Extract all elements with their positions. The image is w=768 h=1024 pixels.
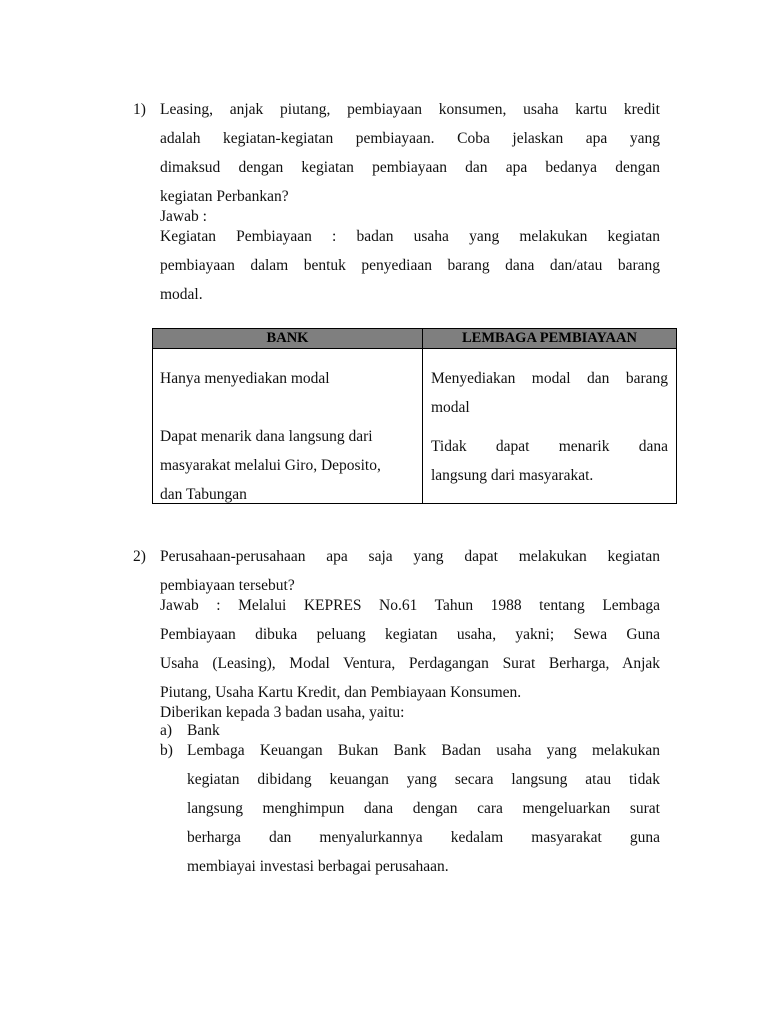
bank-cell-1: Hanya menyediakan modal xyxy=(160,370,330,387)
item-b-line-4: berharga dan menyalurkannya kedalam masyarakat guna xyxy=(187,829,660,846)
answer-2-line-3: Usaha (Leasing), Modal Ventura, Perdagangan Surat Berharga, Anjak xyxy=(160,655,660,672)
lembaga-cell-2-line-1: Tidak dapat menarik dana xyxy=(431,438,668,455)
bank-cell-2-line-3: dan Tabungan xyxy=(160,486,247,503)
table-column-divider xyxy=(422,329,423,503)
question-2-number: 2) xyxy=(133,548,146,565)
bank-cell-2-line-1: Dapat menarik dana langsung dari xyxy=(160,428,373,445)
answer-1-line-1: Kegiatan Pembiayaan : badan usaha yang melakukan kegiatan xyxy=(160,228,660,245)
answer-2-line-2: Pembiayaan dibuka peluang kegiatan usaha, yakni; Sewa Guna xyxy=(160,626,660,643)
answer-1-label: Jawab : xyxy=(160,208,207,225)
item-b-line-1: Lembaga Keuangan Bukan Bank Badan usaha yang melakukan xyxy=(187,742,660,759)
lembaga-cell-2-line-2: langsung dari masyarakat. xyxy=(431,467,594,484)
answer-2-line-4: Piutang, Usaha Kartu Kredit, dan Pembiayaan Konsumen. xyxy=(160,684,522,701)
item-b-line-3: langsung menghimpun dana dengan cara mengeluarkan surat xyxy=(187,800,660,817)
table-header-lembaga: LEMBAGA PEMBIAYAAN xyxy=(462,330,637,346)
item-b-line-5: membiayai investasi berbagai perusahaan. xyxy=(187,858,449,875)
table-header-bank: BANK xyxy=(266,330,309,346)
question-1-line-2: adalah kegiatan-kegiatan pembiayaan. Coba jelaskan apa yang xyxy=(160,130,660,147)
bank-cell-2-line-2: masyarakat melalui Giro, Deposito, xyxy=(160,457,381,474)
question-2-line-1: Perusahaan-perusahaan apa saja yang dapat melakukan kegiatan xyxy=(160,548,660,565)
lembaga-cell-1-line-1: Menyediakan modal dan barang xyxy=(431,370,668,387)
question-1-line-3: dimaksud dengan kegiatan pembiayaan dan apa bedanya dengan xyxy=(160,159,660,176)
comparison-table xyxy=(152,328,677,504)
question-1-line-1: Leasing, anjak piutang, pembiayaan konsumen, usaha kartu kredit xyxy=(160,101,660,118)
given-line: Diberikan kepada 3 badan usaha, yaitu: xyxy=(160,704,405,721)
lembaga-cell-1-line-2: modal xyxy=(431,399,470,416)
answer-1-line-3: modal. xyxy=(160,286,203,303)
answer-2-line-1: Jawab : Melalui KEPRES No.61 Tahun 1988 tentang Lembaga xyxy=(160,597,660,614)
question-1-line-4: kegiatan Perbankan? xyxy=(160,188,289,205)
item-b-marker: b) xyxy=(160,742,173,759)
item-a-marker: a) xyxy=(160,722,173,739)
item-b-line-2: kegiatan dibidang keuangan yang secara langsung atau tidak xyxy=(187,771,660,788)
item-a-text: Bank xyxy=(187,722,220,739)
question-1-number: 1) xyxy=(133,101,146,118)
answer-1-line-2: pembiayaan dalam bentuk penyediaan barang dana dan/atau barang xyxy=(160,257,660,274)
question-2-line-2: pembiayaan tersebut? xyxy=(160,577,295,594)
